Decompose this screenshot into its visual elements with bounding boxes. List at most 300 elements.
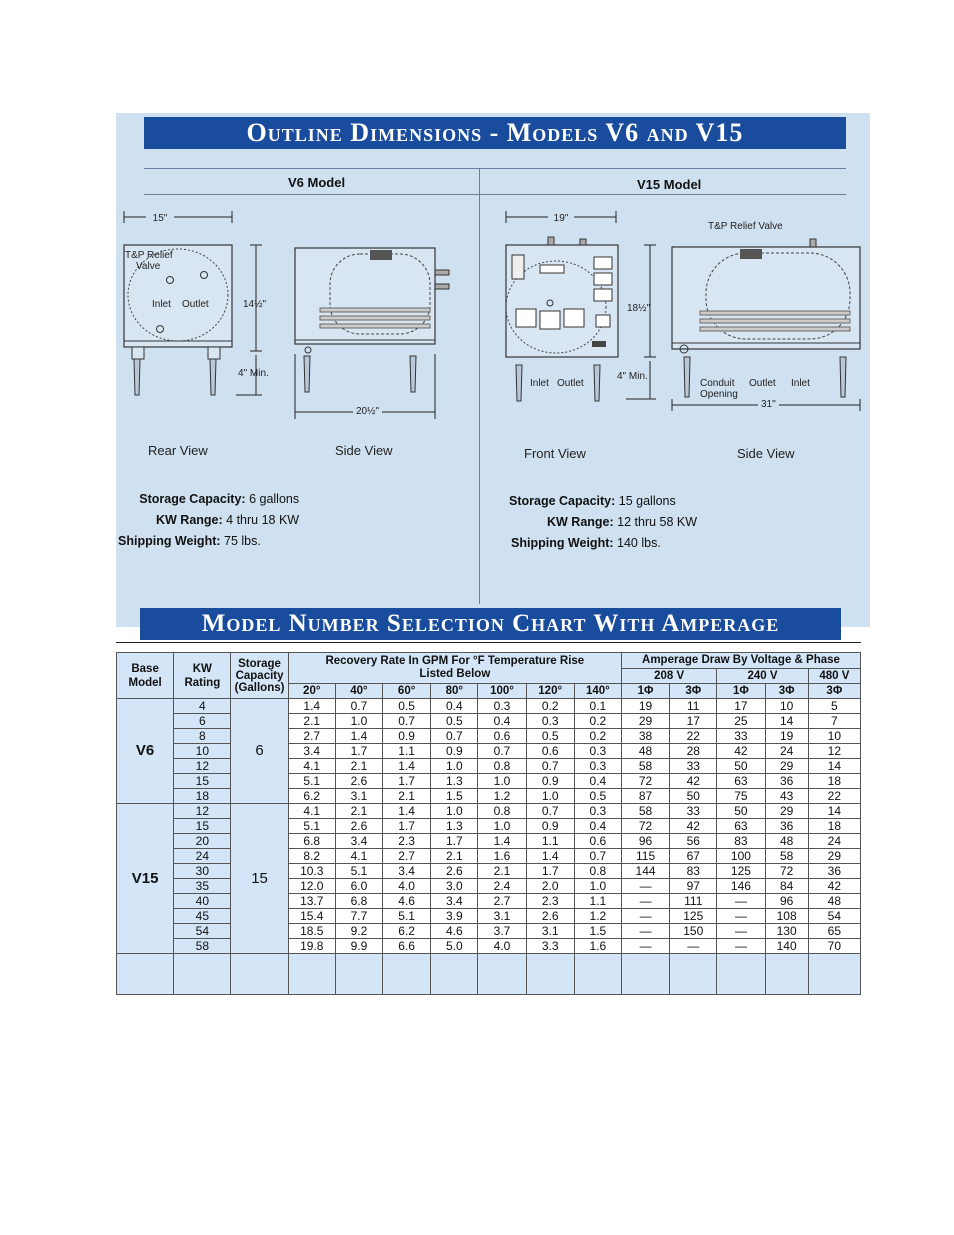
gpm-cell: 0.8 <box>478 804 526 819</box>
gpm-cell: 4.6 <box>431 924 478 939</box>
empty-cell <box>670 954 717 995</box>
outline-title: Outline Dimensions - Models V6 and V15 <box>144 117 846 149</box>
amp-cell: — <box>621 909 669 924</box>
v15-dim-width: 19" <box>553 213 569 224</box>
divider <box>144 194 846 195</box>
gpm-cell: 2.4 <box>478 879 526 894</box>
v15-label-outlet: Outlet <box>557 378 584 389</box>
amp-cell: 63 <box>717 774 765 789</box>
amp-cell: 87 <box>621 789 669 804</box>
gpm-cell: 5.1 <box>288 774 335 789</box>
amp-cell: — <box>670 939 717 954</box>
gpm-cell: 0.9 <box>431 744 478 759</box>
table-row <box>117 699 861 714</box>
gpm-cell: 1.2 <box>574 909 621 924</box>
gpm-cell: 1.0 <box>431 804 478 819</box>
gpm-cell: 2.6 <box>526 909 574 924</box>
gpm-cell: 3.4 <box>335 834 382 849</box>
gpm-cell: 0.3 <box>574 804 621 819</box>
amp-cell: 43 <box>765 789 808 804</box>
gpm-cell: 1.0 <box>478 774 526 789</box>
amp-cell: 42 <box>670 819 717 834</box>
spec-row: Shipping Weight: 75 lbs. <box>118 534 261 548</box>
table-row <box>117 714 861 729</box>
gpm-cell: 3.4 <box>383 864 431 879</box>
empty-cell <box>117 954 174 995</box>
empty-cell <box>717 954 765 995</box>
amp-cell: 63 <box>717 819 765 834</box>
gpm-cell: 15.4 <box>288 909 335 924</box>
v6-side-view-label: Side View <box>335 443 393 458</box>
table-row <box>117 759 861 774</box>
amp-cell: 29 <box>621 714 669 729</box>
header-temp: 60° <box>383 684 431 699</box>
gpm-cell: 9.9 <box>335 939 382 954</box>
header-storage: Storage Capacity (Gallons) <box>231 653 288 699</box>
gpm-cell: 0.9 <box>383 729 431 744</box>
amp-cell: 58 <box>621 759 669 774</box>
v6-label-outlet: Outlet <box>182 299 209 310</box>
empty-cell <box>808 954 860 995</box>
gpm-cell: 1.0 <box>431 759 478 774</box>
amp-cell: 54 <box>808 909 860 924</box>
gpm-cell: 0.2 <box>574 714 621 729</box>
gpm-cell: 3.9 <box>431 909 478 924</box>
amp-cell: 65 <box>808 924 860 939</box>
gpm-cell: 1.4 <box>526 849 574 864</box>
amp-cell: 50 <box>670 789 717 804</box>
header-phase: 1Φ <box>717 684 765 699</box>
gpm-cell: 1.5 <box>574 924 621 939</box>
table-row <box>117 924 861 939</box>
amp-cell: 24 <box>808 834 860 849</box>
gpm-cell: 2.7 <box>288 729 335 744</box>
kw-cell: 54 <box>174 924 231 939</box>
empty-cell <box>478 954 526 995</box>
kw-cell: 20 <box>174 834 231 849</box>
amp-cell: 72 <box>621 774 669 789</box>
amp-cell: — <box>717 894 765 909</box>
amp-cell: 22 <box>808 789 860 804</box>
spec-row: Storage Capacity: 15 gallons <box>509 494 676 508</box>
v6-dim-height: 14½" <box>243 299 267 310</box>
v15-label-tp: T&P Relief Valve <box>708 221 783 232</box>
gpm-cell: 0.3 <box>478 699 526 714</box>
gpm-cell: 2.1 <box>478 864 526 879</box>
table-row <box>117 864 861 879</box>
gpm-cell: 2.7 <box>383 849 431 864</box>
gpm-cell: 0.5 <box>383 699 431 714</box>
amp-cell: 11 <box>670 699 717 714</box>
gpm-cell: 1.6 <box>574 939 621 954</box>
kw-cell: 45 <box>174 909 231 924</box>
v15-side-label-outlet: Outlet <box>749 378 776 389</box>
gpm-cell: 6.6 <box>383 939 431 954</box>
empty-cell <box>383 954 431 995</box>
amp-cell: 83 <box>670 864 717 879</box>
base-model-cell: V15 <box>117 804 174 954</box>
amp-cell: 33 <box>670 804 717 819</box>
gpm-cell: 1.1 <box>383 744 431 759</box>
amp-cell: 5 <box>808 699 860 714</box>
gpm-cell: 0.2 <box>574 729 621 744</box>
kw-cell: 10 <box>174 744 231 759</box>
v15-model-title: V15 Model <box>637 177 702 192</box>
gpm-cell: 0.2 <box>526 699 574 714</box>
amp-cell: — <box>621 939 669 954</box>
gpm-cell: 1.7 <box>431 834 478 849</box>
amp-cell: — <box>621 924 669 939</box>
header-temp: 20° <box>288 684 335 699</box>
gpm-cell: 4.0 <box>383 879 431 894</box>
base-model-cell: V6 <box>117 699 174 804</box>
v15-label-conduit: Conduit <box>700 378 735 389</box>
header-kw-rating: KW Rating <box>174 653 231 699</box>
amp-cell: 14 <box>808 804 860 819</box>
spec-row: KW Range: 4 thru 18 KW <box>156 513 300 527</box>
gpm-cell: 6.0 <box>335 879 382 894</box>
amp-cell: 48 <box>808 894 860 909</box>
amp-cell: 33 <box>717 729 765 744</box>
header-phase: 3Φ <box>670 684 717 699</box>
v6-label-inlet: Inlet <box>152 299 171 310</box>
gpm-cell: 0.3 <box>574 744 621 759</box>
v6-dim-width: 15" <box>152 213 168 224</box>
amp-cell: 144 <box>621 864 669 879</box>
empty-cell <box>431 954 478 995</box>
gpm-cell: 0.7 <box>431 729 478 744</box>
amp-cell: 67 <box>670 849 717 864</box>
amp-cell: 17 <box>670 714 717 729</box>
amp-cell: 84 <box>765 879 808 894</box>
amp-cell: 24 <box>765 744 808 759</box>
amp-cell: 125 <box>670 909 717 924</box>
header-phase: 3Φ <box>808 684 860 699</box>
gpm-cell: 2.6 <box>431 864 478 879</box>
amp-cell: — <box>621 894 669 909</box>
gpm-cell: 1.4 <box>288 699 335 714</box>
divider <box>116 642 861 643</box>
divider <box>479 168 480 604</box>
table-row <box>117 819 861 834</box>
v6-specs <box>118 489 299 552</box>
amp-cell: 115 <box>621 849 669 864</box>
amp-cell: 19 <box>621 699 669 714</box>
amp-cell: 97 <box>670 879 717 894</box>
v6-model-title: V6 Model <box>288 175 346 190</box>
amp-cell: 29 <box>765 759 808 774</box>
amp-cell: 50 <box>717 759 765 774</box>
amp-cell: 42 <box>717 744 765 759</box>
amp-cell: 83 <box>717 834 765 849</box>
kw-cell: 58 <box>174 939 231 954</box>
spec-row: Storage Capacity: 6 gallons <box>139 492 300 506</box>
amp-cell: 48 <box>621 744 669 759</box>
amp-cell: 96 <box>765 894 808 909</box>
header-temp: 40° <box>335 684 382 699</box>
empty-cell <box>335 954 382 995</box>
gpm-cell: 2.0 <box>526 879 574 894</box>
table-row <box>117 894 861 909</box>
amp-cell: 17 <box>717 699 765 714</box>
amp-cell: 38 <box>621 729 669 744</box>
amp-cell: 150 <box>670 924 717 939</box>
gpm-cell: 0.5 <box>431 714 478 729</box>
gpm-cell: 8.2 <box>288 849 335 864</box>
gpm-cell: 0.4 <box>574 819 621 834</box>
header-temp: 100° <box>478 684 526 699</box>
gpm-cell: 2.7 <box>478 894 526 909</box>
gpm-cell: 2.1 <box>431 849 478 864</box>
gpm-cell: 2.6 <box>335 774 382 789</box>
gpm-cell: 4.1 <box>288 804 335 819</box>
amp-cell: 36 <box>765 774 808 789</box>
table-row <box>117 804 861 819</box>
kw-cell: 4 <box>174 699 231 714</box>
table-row <box>117 849 861 864</box>
gpm-cell: 0.7 <box>478 744 526 759</box>
gpm-cell: 1.7 <box>383 819 431 834</box>
amp-cell: 36 <box>808 864 860 879</box>
kw-cell: 40 <box>174 894 231 909</box>
amp-cell: 56 <box>670 834 717 849</box>
gpm-cell: 3.1 <box>478 909 526 924</box>
gpm-cell: 0.8 <box>478 759 526 774</box>
empty-cell <box>231 954 288 995</box>
gpm-cell: 1.7 <box>383 774 431 789</box>
gpm-cell: 6.2 <box>383 924 431 939</box>
amp-cell: 146 <box>717 879 765 894</box>
gpm-cell: 1.7 <box>335 744 382 759</box>
amp-cell: 36 <box>765 819 808 834</box>
table-row <box>117 939 861 954</box>
gpm-cell: 1.3 <box>431 774 478 789</box>
empty-cell <box>174 954 231 995</box>
gpm-cell: 2.1 <box>383 789 431 804</box>
gpm-cell: 1.0 <box>526 789 574 804</box>
gpm-cell: 1.4 <box>383 804 431 819</box>
gpm-cell: 2.6 <box>335 819 382 834</box>
amp-cell: 19 <box>765 729 808 744</box>
amp-cell: 18 <box>808 774 860 789</box>
empty-cell <box>526 954 574 995</box>
header-phase: 3Φ <box>765 684 808 699</box>
header-temp: 140° <box>574 684 621 699</box>
header-temp: 80° <box>431 684 478 699</box>
table-row <box>117 909 861 924</box>
kw-cell: 12 <box>174 759 231 774</box>
empty-cell <box>621 954 669 995</box>
gpm-cell: 1.4 <box>478 834 526 849</box>
kw-cell: 18 <box>174 789 231 804</box>
gpm-cell: 0.5 <box>574 789 621 804</box>
gpm-cell: 3.1 <box>526 924 574 939</box>
amp-cell: 125 <box>717 864 765 879</box>
storage-cell: 15 <box>231 804 288 954</box>
gpm-cell: 5.1 <box>288 819 335 834</box>
gpm-cell: 0.4 <box>431 699 478 714</box>
amp-cell: 50 <box>717 804 765 819</box>
gpm-cell: 0.4 <box>478 714 526 729</box>
gpm-cell: 12.0 <box>288 879 335 894</box>
v15-dim-legs: 4" Min. <box>617 371 648 382</box>
amp-cell: 100 <box>717 849 765 864</box>
v6-label-tp: T&P Relief <box>125 250 173 261</box>
amp-cell: 14 <box>765 714 808 729</box>
amp-cell: 18 <box>808 819 860 834</box>
gpm-cell: 3.4 <box>288 744 335 759</box>
header-recovery: Recovery Rate In GPM For °F Temperature Rise Listed Below <box>288 653 621 684</box>
header-480v: 480 V <box>808 668 860 684</box>
v6-rear-view-label: Rear View <box>148 443 208 458</box>
amp-cell: 25 <box>717 714 765 729</box>
amp-cell: 12 <box>808 744 860 759</box>
v6-dim-depth: 20½" <box>353 406 382 417</box>
amp-cell: — <box>621 879 669 894</box>
amp-cell: 70 <box>808 939 860 954</box>
amp-cell: 42 <box>808 879 860 894</box>
spec-row: Shipping Weight: 140 lbs. <box>511 536 661 550</box>
gpm-cell: 4.1 <box>335 849 382 864</box>
amp-cell: 72 <box>621 819 669 834</box>
table-row <box>117 744 861 759</box>
gpm-cell: 6.8 <box>288 834 335 849</box>
gpm-cell: 2.3 <box>383 834 431 849</box>
amp-cell: 42 <box>670 774 717 789</box>
gpm-cell: 1.0 <box>478 819 526 834</box>
amp-cell: 10 <box>765 699 808 714</box>
amp-cell: — <box>717 909 765 924</box>
amp-cell: — <box>717 924 765 939</box>
v15-dim-depth: 31" <box>758 399 779 410</box>
gpm-cell: 5.1 <box>335 864 382 879</box>
amp-cell: 72 <box>765 864 808 879</box>
gpm-cell: 0.5 <box>526 729 574 744</box>
gpm-cell: 1.7 <box>526 864 574 879</box>
amp-cell: 58 <box>765 849 808 864</box>
gpm-cell: 0.6 <box>526 744 574 759</box>
v15-dim-height: 18½" <box>627 303 651 314</box>
amp-cell: 140 <box>765 939 808 954</box>
gpm-cell: 3.7 <box>478 924 526 939</box>
v6-side-view-drawing <box>290 244 450 419</box>
header-base-model: Base Model <box>117 653 174 699</box>
gpm-cell: 0.3 <box>526 714 574 729</box>
gpm-cell: 2.1 <box>335 804 382 819</box>
gpm-cell: 1.1 <box>526 834 574 849</box>
amp-cell: 14 <box>808 759 860 774</box>
gpm-cell: 1.6 <box>478 849 526 864</box>
v15-specs <box>509 491 697 554</box>
amp-cell: 33 <box>670 759 717 774</box>
gpm-cell: 1.0 <box>335 714 382 729</box>
gpm-cell: 0.9 <box>526 774 574 789</box>
gpm-cell: 0.7 <box>526 759 574 774</box>
amp-cell: 58 <box>621 804 669 819</box>
gpm-cell: 1.4 <box>335 729 382 744</box>
spec-row: KW Range: 12 thru 58 KW <box>547 515 698 529</box>
table-row <box>117 789 861 804</box>
gpm-cell: 0.1 <box>574 699 621 714</box>
gpm-cell: 0.9 <box>526 819 574 834</box>
gpm-cell: 9.2 <box>335 924 382 939</box>
gpm-cell: 1.0 <box>574 879 621 894</box>
kw-cell: 24 <box>174 849 231 864</box>
amp-cell: 130 <box>765 924 808 939</box>
v15-label-opening: Opening <box>700 389 738 400</box>
amp-cell: 29 <box>808 849 860 864</box>
kw-cell: 8 <box>174 729 231 744</box>
v15-label-inlet: Inlet <box>530 378 549 389</box>
gpm-cell: 3.3 <box>526 939 574 954</box>
gpm-cell: 13.7 <box>288 894 335 909</box>
gpm-cell: 5.0 <box>431 939 478 954</box>
kw-cell: 30 <box>174 864 231 879</box>
gpm-cell: 1.2 <box>478 789 526 804</box>
amp-cell: 75 <box>717 789 765 804</box>
gpm-cell: 2.3 <box>526 894 574 909</box>
table-row <box>117 729 861 744</box>
gpm-cell: 1.1 <box>574 894 621 909</box>
gpm-cell: 19.8 <box>288 939 335 954</box>
empty-cell <box>574 954 621 995</box>
gpm-cell: 18.5 <box>288 924 335 939</box>
gpm-cell: 4.0 <box>478 939 526 954</box>
gpm-cell: 6.8 <box>335 894 382 909</box>
empty-cell <box>765 954 808 995</box>
gpm-cell: 7.7 <box>335 909 382 924</box>
amp-cell: 108 <box>765 909 808 924</box>
gpm-cell: 0.8 <box>574 864 621 879</box>
chart-body <box>117 699 861 995</box>
gpm-cell: 3.0 <box>431 879 478 894</box>
table-row <box>117 879 861 894</box>
amp-cell: 111 <box>670 894 717 909</box>
table-row <box>117 774 861 789</box>
gpm-cell: 3.1 <box>335 789 382 804</box>
kw-cell: 15 <box>174 819 231 834</box>
v15-front-view-label: Front View <box>524 446 586 461</box>
header-240v: 240 V <box>717 668 808 684</box>
storage-cell: 6 <box>231 699 288 804</box>
gpm-cell: 0.4 <box>574 774 621 789</box>
kw-cell: 6 <box>174 714 231 729</box>
gpm-cell: 4.1 <box>288 759 335 774</box>
gpm-cell: 10.3 <box>288 864 335 879</box>
gpm-cell: 0.6 <box>478 729 526 744</box>
amp-cell: 29 <box>765 804 808 819</box>
empty-cell <box>288 954 335 995</box>
divider <box>144 168 846 169</box>
gpm-cell: 1.4 <box>383 759 431 774</box>
kw-cell: 15 <box>174 774 231 789</box>
amp-cell: 28 <box>670 744 717 759</box>
header-temp: 120° <box>526 684 574 699</box>
header-208v: 208 V <box>621 668 716 684</box>
kw-cell: 35 <box>174 879 231 894</box>
v6-label-valve: Valve <box>136 261 161 272</box>
gpm-cell: 0.7 <box>574 849 621 864</box>
gpm-cell: 0.7 <box>383 714 431 729</box>
header-amperage: Amperage Draw By Voltage & Phase <box>621 653 860 669</box>
v6-dim-legs: 4" Min. <box>238 368 269 379</box>
gpm-cell: 0.7 <box>335 699 382 714</box>
amp-cell: 96 <box>621 834 669 849</box>
header-phase: 1Φ <box>621 684 669 699</box>
gpm-cell: 2.1 <box>288 714 335 729</box>
empty-row <box>117 954 861 995</box>
gpm-cell: 0.7 <box>526 804 574 819</box>
